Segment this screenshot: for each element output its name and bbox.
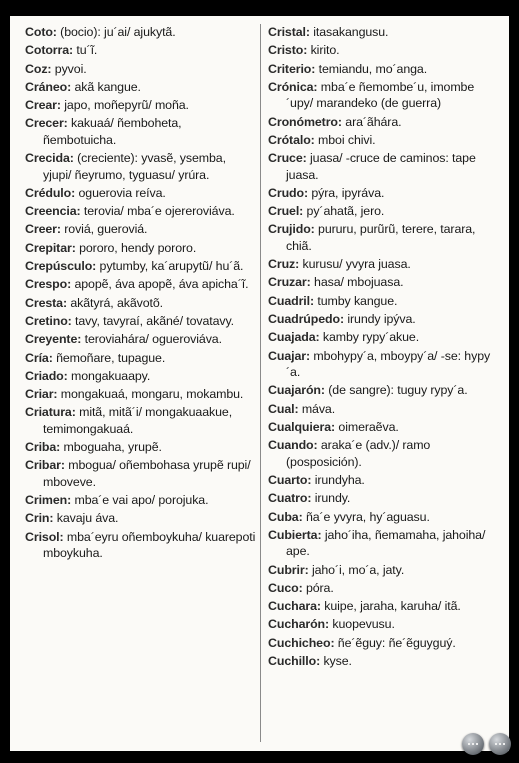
- entry-definition: juasa/ -cruce de caminos: tape juasa.: [286, 151, 476, 182]
- right-column: [268, 24, 496, 671]
- entry-headword: Criatura:: [25, 405, 76, 420]
- entry-headword: Crujido:: [268, 222, 315, 237]
- dictionary-entry: [268, 653, 496, 669]
- entry-headword: Cribar:: [25, 458, 65, 473]
- dictionary-entry: [268, 256, 496, 272]
- entry-headword: Cuando:: [268, 438, 318, 453]
- dictionary-entry: [25, 185, 257, 201]
- entry-definition: ña´e yvyra, hy´aguasu.: [302, 509, 430, 524]
- dictionary-entry: [25, 258, 257, 274]
- entry-headword: Cuajarón:: [268, 383, 325, 398]
- entry-definition: (creciente): yvasẽ, ysemba, yjupi/ ñeyrumo, tyguasu/ yrúra.: [43, 151, 226, 182]
- entry-headword: Cría:: [25, 350, 53, 365]
- dictionary-entry: [25, 79, 257, 95]
- entry-definition: kuopevusu.: [329, 617, 395, 632]
- dictionary-entry: [268, 24, 496, 40]
- dictionary-entry: [268, 472, 496, 488]
- dictionary-entry: [25, 97, 257, 113]
- previous-page-button[interactable]: [462, 733, 484, 755]
- dictionary-entry: [268, 382, 496, 398]
- entry-definition: oguerovia reíva.: [75, 185, 166, 200]
- entry-headword: Cotorra:: [25, 43, 74, 58]
- entry-definition: akã kangue.: [71, 79, 141, 94]
- dictionary-entry: [268, 311, 496, 327]
- dictionary-entry: [25, 42, 257, 58]
- dictionary-entry: [25, 313, 257, 329]
- entry-definition: ñe´ẽguy: ñe´ẽguyguý.: [334, 635, 456, 650]
- entry-headword: Cresta:: [25, 295, 67, 310]
- dictionary-entry: [268, 61, 496, 77]
- entry-headword: Crecida:: [25, 151, 74, 166]
- entry-headword: Cuchicheo:: [268, 635, 335, 650]
- entry-definition: mbogua/ oñembohasa yrupẽ rupi/ mboveve.: [43, 458, 251, 489]
- dictionary-entry: [268, 527, 496, 560]
- entry-definition: itasakangusu.: [309, 25, 389, 39]
- entry-definition: araka´e (adv.)/ ramo (posposición).: [286, 438, 431, 469]
- entry-definition: teroviahára/ ogueroviáva.: [81, 332, 222, 347]
- dictionary-entry: [268, 114, 496, 130]
- dictionary-entry: [25, 331, 257, 347]
- entry-headword: Crisol:: [25, 529, 64, 544]
- dictionary-entry: [25, 295, 257, 311]
- entry-headword: Cual:: [268, 401, 299, 416]
- entry-headword: Cuadrúpedo:: [268, 312, 344, 327]
- entry-headword: Crónica:: [268, 79, 318, 94]
- dictionary-entry: [268, 329, 496, 345]
- entry-definition: py´ahatã, jero.: [303, 204, 385, 219]
- entry-definition: irundy.: [311, 491, 351, 506]
- dictionary-entry: [268, 274, 496, 290]
- entry-headword: Creyente:: [25, 332, 82, 347]
- dictionary-entry: [25, 203, 257, 219]
- entry-definition: tavy, tavyraí, akãné/ tovatavy.: [71, 313, 235, 328]
- dictionary-entry: [25, 404, 257, 437]
- dictionary-entry: [25, 457, 257, 490]
- entry-definition: akãtyrá, akãvotõ.: [67, 295, 164, 310]
- dictionary-entry: [268, 616, 496, 632]
- entry-headword: Cuajada:: [268, 330, 320, 345]
- entry-headword: Cuchara:: [268, 599, 321, 614]
- entry-headword: Crótalo:: [268, 132, 315, 147]
- entry-definition: terovia/ mba´e ojereroviáva.: [80, 204, 235, 219]
- entry-definition: kavaju áva.: [53, 511, 119, 526]
- dictionary-entry: [25, 150, 257, 183]
- entry-definition: mbohypy´a, mboypy´a/ -se: hypy´a.: [286, 348, 491, 380]
- entry-definition: mba´eyru oñemboykuha/ kuarepoti mboykuha.: [43, 529, 256, 561]
- dictionary-page: [10, 16, 509, 751]
- entry-headword: Cruz:: [268, 257, 300, 272]
- entry-headword: Criterio:: [268, 61, 316, 76]
- entry-definition: mba´e vai apo/ porojuka.: [71, 493, 209, 508]
- dictionary-entry: [268, 293, 496, 309]
- entry-headword: Coto:: [25, 25, 57, 39]
- entry-definition: apopẽ, áva apopẽ, áva apicha´ĩ.: [71, 277, 249, 292]
- entry-definition: pyvoi.: [51, 61, 87, 76]
- entry-headword: Cuadril:: [268, 293, 315, 308]
- entry-headword: Cretino:: [25, 313, 72, 328]
- dictionary-entry: [268, 509, 496, 525]
- entry-definition: tumby kangue.: [314, 293, 398, 308]
- entry-definition: kyse.: [320, 654, 352, 669]
- dictionary-entry: [25, 61, 257, 77]
- entry-definition: kakuaá/ ñemboheta, ñembotuicha.: [43, 116, 182, 147]
- entry-definition: roviá, gueroviá.: [60, 222, 148, 237]
- dictionary-entry: [25, 276, 257, 292]
- entry-headword: Cruel:: [268, 204, 304, 219]
- dictionary-entry: [268, 203, 496, 219]
- entry-definition: (bocio): ju´ai/ ajukytã.: [56, 25, 176, 39]
- dictionary-entry: [268, 221, 496, 254]
- entry-headword: Cucharón:: [268, 617, 330, 632]
- dictionary-entry: [268, 437, 496, 470]
- entry-definition: mba´e ñemombe´u, imombe´upy/ marandeko (de guerra): [286, 79, 475, 111]
- entry-headword: Crepitar:: [25, 240, 76, 255]
- dictionary-entry: [25, 221, 257, 237]
- dictionary-entry: [25, 492, 257, 508]
- entry-headword: Crin:: [25, 511, 54, 526]
- dictionary-entry: [268, 490, 496, 506]
- entry-headword: Cuarto:: [268, 472, 312, 487]
- entry-headword: Cuba:: [268, 509, 303, 524]
- entry-definition: kirito.: [307, 43, 340, 58]
- dictionary-entry: [268, 348, 496, 381]
- entry-definition: tu´ĩ.: [73, 43, 98, 58]
- entry-definition: jaho´iha, ñemamaha, jahoiha/ ape.: [286, 527, 486, 559]
- entry-headword: Cualquiera:: [268, 419, 336, 434]
- dictionary-entry: [25, 368, 257, 384]
- dictionary-entry: [268, 419, 496, 435]
- dictionary-entry: [25, 350, 257, 366]
- entry-definition: kurusu/ yvyra juasa.: [299, 257, 411, 272]
- entry-definition: pururu, purũrũ, terere, tarara, chiã.: [286, 222, 476, 253]
- entry-headword: Cuchillo:: [268, 654, 321, 669]
- entry-headword: Creencia:: [25, 204, 81, 219]
- entry-headword: Creer:: [25, 222, 61, 237]
- entry-headword: Cristal:: [268, 25, 310, 39]
- entry-definition: ara´ãhára.: [341, 114, 402, 129]
- dictionary-entry: [25, 240, 257, 256]
- entry-headword: Cristo:: [268, 43, 308, 58]
- entry-headword: Cubierta:: [268, 527, 322, 542]
- entry-definition: póra.: [302, 580, 334, 595]
- entry-headword: Cráneo:: [25, 79, 72, 94]
- dictionary-entry: [25, 439, 257, 455]
- dictionary-entry: [268, 185, 496, 201]
- dictionary-entry: [268, 79, 496, 112]
- entry-definition: ñemoñare, tupague.: [52, 350, 166, 365]
- column-divider: [260, 24, 261, 742]
- dictionary-entry: [268, 562, 496, 578]
- entry-definition: irundy ipýva.: [344, 312, 416, 327]
- dictionary-entry: [25, 115, 257, 148]
- dictionary-entry: [268, 42, 496, 58]
- entry-definition: (de sangre): tuguy rypy´a.: [324, 383, 468, 398]
- entry-definition: jaho´i, mo´a, jaty.: [308, 562, 405, 577]
- entry-definition: mongakuaá, mongaru, mokambu.: [57, 387, 244, 402]
- entry-headword: Cronómetro:: [268, 114, 342, 129]
- dictionary-entry: [268, 635, 496, 651]
- dictionary-entry: [268, 401, 496, 417]
- entry-headword: Crespo:: [25, 277, 72, 292]
- entry-headword: Cuajar:: [268, 348, 310, 363]
- entry-headword: Cuatro:: [268, 491, 312, 506]
- entry-definition: mboguaha, yrupẽ.: [60, 440, 162, 455]
- dictionary-entry: [25, 529, 257, 562]
- entry-definition: mongakuaapy.: [67, 368, 151, 383]
- entry-headword: Criba:: [25, 440, 61, 455]
- entry-headword: Crimen:: [25, 493, 72, 508]
- dictionary-entry: [268, 580, 496, 596]
- entry-headword: Crudo:: [268, 185, 309, 200]
- dictionary-entry: [268, 598, 496, 614]
- entry-definition: pytumby, ka´arupytũ/ hu´ã.: [96, 259, 244, 274]
- dictionary-entry: [268, 132, 496, 148]
- entry-headword: Coz:: [25, 61, 52, 76]
- entry-headword: Criado:: [25, 368, 68, 383]
- entry-definition: kamby rypy´akue.: [319, 330, 420, 345]
- entry-headword: Crepúsculo:: [25, 259, 97, 274]
- entry-definition: hasa/ mbojuasa.: [310, 275, 404, 290]
- entry-definition: pororo, hendy pororo.: [75, 240, 197, 255]
- entry-definition: kuipe, jaraha, karuha/ itã.: [320, 599, 461, 614]
- entry-definition: irundyha.: [311, 472, 365, 487]
- entry-definition: máva.: [298, 401, 336, 416]
- left-column: [25, 24, 257, 563]
- dictionary-entry: [268, 150, 496, 183]
- entry-headword: Crear:: [25, 98, 61, 113]
- entry-definition: mitã, mitã´i/ mongakuaakue, temimongakuaá.: [43, 405, 233, 436]
- entry-definition: pýra, ipyráva.: [308, 185, 385, 200]
- entry-definition: mboi chivi.: [314, 132, 376, 147]
- entry-headword: Cruce:: [268, 151, 307, 166]
- entry-headword: Criar:: [25, 387, 58, 402]
- entry-headword: Cubrir:: [268, 562, 309, 577]
- entry-definition: oimeraẽva.: [335, 419, 399, 434]
- dictionary-entry: [25, 386, 257, 402]
- entry-headword: Cuco:: [268, 580, 303, 595]
- entry-headword: Crédulo:: [25, 185, 76, 200]
- entry-headword: Cruzar:: [268, 275, 311, 290]
- dictionary-entry: [25, 24, 257, 40]
- page-navigation: [462, 733, 511, 755]
- entry-definition: japo, moñepyrũ/ moña.: [60, 98, 189, 113]
- dictionary-entry: [25, 510, 257, 526]
- entry-headword: Crecer:: [25, 116, 68, 131]
- entry-definition: temiandu, mo´anga.: [315, 61, 428, 76]
- next-page-button[interactable]: [489, 733, 511, 755]
